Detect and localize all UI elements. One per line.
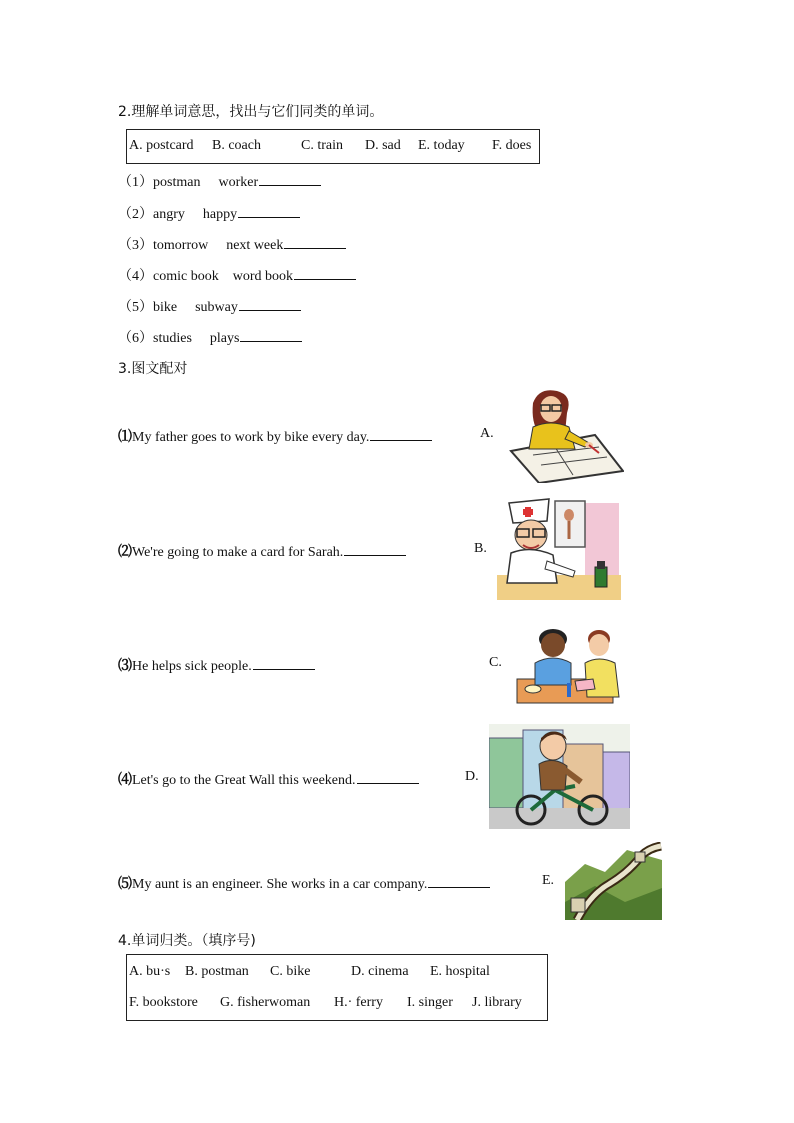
option-f: F. bookstore <box>129 995 198 1010</box>
list-item <box>118 327 302 347</box>
option-e: E. hospital <box>430 964 490 979</box>
answer-blank[interactable] <box>357 771 419 784</box>
picture-letter-a: A. <box>480 426 494 441</box>
option-a: A. bu·s <box>129 964 171 979</box>
answer-blank[interactable] <box>238 205 300 218</box>
picture-letter-b: B. <box>474 541 487 556</box>
picture-boy-on-bike <box>489 724 630 829</box>
answer-blank[interactable] <box>294 267 356 280</box>
match-item-3 <box>118 655 315 675</box>
item-word-a: postman <box>153 175 201 190</box>
options-box-4 <box>126 954 548 1021</box>
match-item-1 <box>118 426 432 446</box>
item-number: （2） <box>118 207 153 222</box>
item-word-b: subway <box>195 300 238 315</box>
option-i: I. singer <box>407 995 453 1010</box>
answer-blank[interactable] <box>370 428 432 441</box>
list-item <box>118 296 301 316</box>
item-word-b: next week <box>226 238 284 253</box>
item-word-a: angry <box>153 207 185 222</box>
picture-letter-d: D. <box>465 769 479 784</box>
item-word-a: tomorrow <box>153 238 209 253</box>
option-b: B. coach <box>212 138 261 153</box>
item-sentence: We're going to make a card for Sarah. <box>132 545 344 560</box>
match-item-5 <box>118 873 490 893</box>
answer-blank[interactable] <box>428 875 490 888</box>
item-word-b: word book <box>232 269 293 284</box>
item-number: ⑵ <box>118 543 132 559</box>
picture-woman-drawing <box>503 383 624 483</box>
section-4-heading: 4.单词归类。（填序号) <box>118 933 256 949</box>
option-d: D. cinema <box>351 964 409 979</box>
answer-blank[interactable] <box>259 173 321 186</box>
option-b: B. postman <box>185 964 249 979</box>
option-d: D. sad <box>365 138 401 153</box>
option-h: H.· ferry <box>334 995 383 1010</box>
item-sentence: He helps sick people. <box>132 659 252 674</box>
picture-letter-c: C. <box>489 655 502 670</box>
item-number: ⑴ <box>118 428 132 444</box>
list-item <box>118 265 356 285</box>
item-number: （5） <box>118 300 153 315</box>
option-c: C. bike <box>270 964 311 979</box>
item-sentence: My father goes to work by bike every day. <box>132 430 370 445</box>
item-word-b: happy <box>202 207 238 222</box>
option-e: E. today <box>418 138 465 153</box>
option-f: F. does <box>492 138 532 153</box>
picture-letter-e: E. <box>542 873 555 888</box>
options-box-2 <box>126 129 540 164</box>
item-sentence: Let's go to the Great Wall this weekend. <box>132 773 356 788</box>
option-a: A. postcard <box>129 138 194 153</box>
answer-blank[interactable] <box>344 543 406 556</box>
match-item-4 <box>118 769 419 789</box>
section-2-heading: 2.理解单词意思，找出与它们同类的单词。 <box>118 104 384 120</box>
item-number: （6） <box>118 331 153 346</box>
option-j: J. library <box>472 995 522 1010</box>
item-word-a: comic book <box>153 269 219 284</box>
item-word-b: worker <box>218 175 259 190</box>
section-3-heading: 3.图文配对 <box>118 361 188 377</box>
answer-blank[interactable] <box>284 236 346 249</box>
item-number: ⑶ <box>118 657 132 673</box>
option-g: G. fisherwoman <box>220 995 311 1010</box>
answer-blank[interactable] <box>253 657 315 670</box>
item-number: ⑸ <box>118 875 132 891</box>
item-number: ⑷ <box>118 771 132 787</box>
item-word-b: plays <box>209 331 240 346</box>
picture-doctor <box>497 495 621 600</box>
picture-great-wall <box>565 842 662 920</box>
item-word-a: studies <box>153 331 192 346</box>
item-number: （3） <box>118 238 153 253</box>
answer-blank[interactable] <box>239 298 301 311</box>
item-word-a: bike <box>153 300 178 315</box>
item-number: （1） <box>118 175 153 190</box>
item-sentence: My aunt is an engineer. She works in a car company. <box>132 877 428 892</box>
option-c: C. train <box>301 138 343 153</box>
list-item <box>118 171 321 191</box>
picture-kids-making-card <box>515 623 633 705</box>
item-number: （4） <box>118 269 153 284</box>
list-item <box>118 203 300 223</box>
match-item-2 <box>118 541 406 561</box>
list-item <box>118 234 346 254</box>
answer-blank[interactable] <box>240 329 302 342</box>
